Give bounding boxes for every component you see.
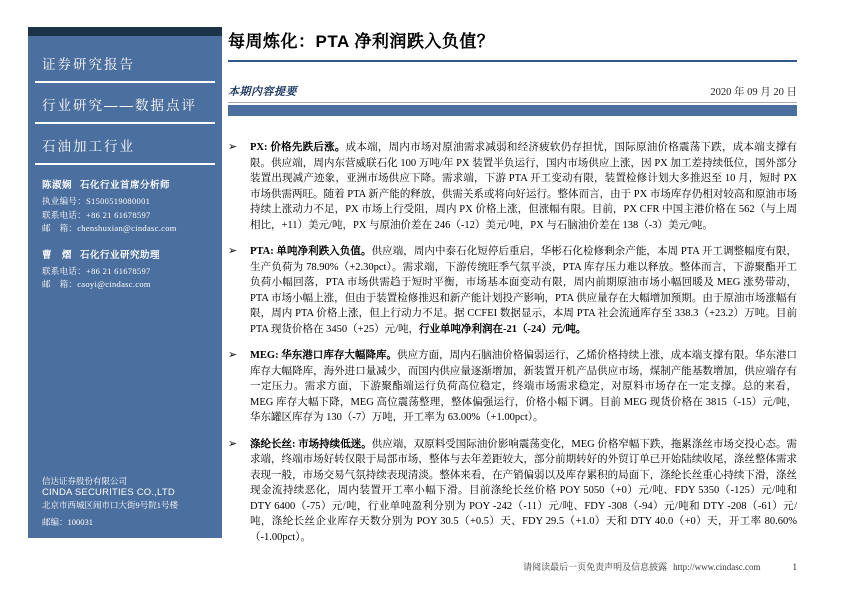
bullet-arrow-icon: ➢ xyxy=(228,349,238,361)
title-divider xyxy=(228,60,797,62)
analyst-job-title: 石化行业首席分析师 xyxy=(80,181,171,191)
analyst-job-title: 石化行业研究助理 xyxy=(80,250,161,261)
bullet-pta xyxy=(228,244,797,337)
bullet-paragraph xyxy=(250,140,797,233)
bullet-polyester-filament xyxy=(228,437,797,546)
company-block xyxy=(42,475,214,528)
analyst-email: 邮 箱：caoyi@cindasc.com xyxy=(42,279,151,289)
company-address: 北京市西城区闹市口大街9号院1号楼 xyxy=(42,500,179,510)
page-title: 每周炼化：PTA 净利润跌入负值？ xyxy=(228,32,495,51)
sidebar-top-strip xyxy=(28,27,222,36)
sidebar-content xyxy=(28,36,222,538)
postcode-value: 100031 xyxy=(67,517,94,527)
bullet-meg xyxy=(228,348,797,426)
footer-disclaimer: 请阅读最后一页免责声明及信息披露 xyxy=(523,562,668,572)
footer-url[interactable]: http://www.cindasc.com xyxy=(673,562,761,572)
bullet-body: 供应端，双原料受国际油价影响震荡变化，MEG 价格窄幅下跌，拖累涤丝市场交投心态。需求端，终端市场好转仅限于局部市场，整体与去年差距较大，部分前期转好的外贸订单已开始陆续收尾，涤丝整体需求表现一般，市场交易气氛持续表现清淡。整体来看，在产销偏弱以及库存累积的局面下，涤纶长丝重心持续下滑，涤丝现金流持续恶化，周内装置开工率小幅下滑。目前涤纶长丝价格 POY 5050（+0）元/吨、FDY 5350（-125）元/吨和 DTY 6400（-75）元/吨，行业单吨盈利分别为 POY -242（-11）元/吨、FDY -308（-94）元/吨和 DTY -208（-61）元/吨，涤纶长丝企业库存天数分别为 POY 30.5（+0.5）天、FDY 29.5（+1.0）天和 DTY 40.0（+0）天，开工率 80.60%（-1.00pct）。 xyxy=(250,438,797,543)
bullet-body: 供应方面，周内石脑油价格偏弱运行，乙烯价格持续上涨，成本端支撑有限。华东港口库存大幅降库，海外进口量减少，而国内供应量逐渐增加，新装置开机产品供应市场，煤制产能基数增加，供应端存有一定压力。需求方面，下游聚酯端运行负荷高位稳定，终端市场需求稳定，对原料市场存在一定支撑。总的来看，MEG 库存大幅下降，MEG 高位震荡整理，整体偏强运行，价格小幅下调。目前 MEG 现货价格在 3815（-15）元/吨，华东罐区库存为 130（-7）万吨，开工率为 63.00%（+1.00pct）。 xyxy=(250,350,798,423)
bullet-paragraph xyxy=(250,437,797,546)
sidebar-header-research-type: 行业研究——数据点评 xyxy=(35,83,215,124)
company-postcode-line xyxy=(42,516,214,528)
analyst-name-line xyxy=(42,177,208,191)
analyst-name: 陈淑娴 xyxy=(42,181,73,191)
sidebar xyxy=(28,27,222,538)
bullet-emphasis: 行业单吨净利润在-21（-24）元/吨。 xyxy=(419,323,587,335)
bullet-lead: MEG: 华东港口库存大幅降库。 xyxy=(250,350,398,361)
bullet-lead: 涤纶长丝: 市场持续低迷。 xyxy=(250,438,372,450)
bullet-arrow-icon: ➢ xyxy=(228,141,238,153)
section-label: 本期内容提要 xyxy=(228,86,297,98)
highlight-bar xyxy=(228,105,797,116)
analyst-section xyxy=(35,165,215,292)
analyst-name: 曹 熠 xyxy=(42,250,73,261)
summary-bullets xyxy=(228,140,797,545)
sidebar-header-industry: 石油加工行业 xyxy=(35,124,215,165)
analyst-block xyxy=(42,247,208,292)
analyst-license-number: 执业编号：S1500519080001 xyxy=(42,196,151,206)
bullet-arrow-icon: ➢ xyxy=(228,245,238,257)
bullet-body: 成本端，周内市场对原油需求减弱和经济疲软仍存担忧，国际原油价格震荡下跌，成本端支撑有限。供应端，周内东营威联石化 100 万吨/年 PX 装置半负运行，国内市场供应上涨，因 PX 加工差持续低位，国外部分装置出现减产迹象，亚洲市场供应下降。需求端，下游 PTA 开工变动有限，装置检修计划大多推迟至 10 月，短时 PX 市场供需两旺。随着 PTA 新产能的释放，供需关系或将向好运行。整体而言，由于 PX 市场库存仍相对较高和原油市场持续上涨动力不足，PX 市场上行受阻，周内 PX 价格上涨，但涨幅有限。目前，PX CFR 中国主港价格在 562（与上周相比，+11）美元/吨，PX 与原油价差在 246（-12）美元/吨，PX 与石脑油价差在 138（-3）美元/吨。 xyxy=(250,142,797,231)
bullet-paragraph xyxy=(250,244,797,337)
bullet-body: 供应端，周内中泰石化短停后重启，华彬石化检修剩余产能，本周 PTA 开工调整幅度有限，生产负荷为 78.90%（+2.30pct）。需求端，下游传统旺季气氛平淡，PTA 库存压力难以释放。整体而言，下游聚酯开工负荷小幅回落，PTA 市场供需趋于短时平衡，市场基本面变动有限，周内前期原油市场小幅回暖及 MEG 涨势带动，PTA 市场小幅上涨，但由于装置检修推迟和新产能计划投产影响，PTA 供应量存在大幅增加预期。由于原油市场涨幅有限，周内 PTA 价格上涨，但上行动力不足。据 CCFEI 数据显示，本周 PTA 社会流通库存至 338.3（+23.2）万吨。目前 PTA 现货价格在 3450（+25）元/吨， xyxy=(250,246,798,335)
analyst-email: 邮 箱：chenshuxian@cindasc.com xyxy=(42,223,177,233)
bullet-px xyxy=(228,140,797,233)
bullet-arrow-icon: ➢ xyxy=(228,437,238,450)
company-name-en: CINDA SECURITIES CO.,LTD xyxy=(42,487,175,498)
analyst-name-line xyxy=(42,247,208,261)
main-content xyxy=(228,0,797,556)
analyst-block xyxy=(42,177,208,236)
analyst-phone: 联系电话：+86 21 61678597 xyxy=(42,265,151,276)
postcode-label: 邮编： xyxy=(42,517,68,527)
section-header-row xyxy=(228,83,797,103)
page-number: 1 xyxy=(792,562,797,572)
page-footer xyxy=(523,560,797,573)
company-name-cn: 信达证券股份有限公司 xyxy=(42,476,128,486)
bullet-lead: PTA: 单吨净利跌入负值。 xyxy=(250,246,372,257)
analyst-phone: 联系电话：+86 21 61678597 xyxy=(42,209,151,220)
report-date: 2020 年 09 月 20 日 xyxy=(710,87,797,98)
bullet-lead: PX: 价格先跌后涨。 xyxy=(250,142,346,153)
sidebar-header-report-type: 证券研究报告 xyxy=(35,42,215,83)
bullet-paragraph xyxy=(250,348,797,426)
